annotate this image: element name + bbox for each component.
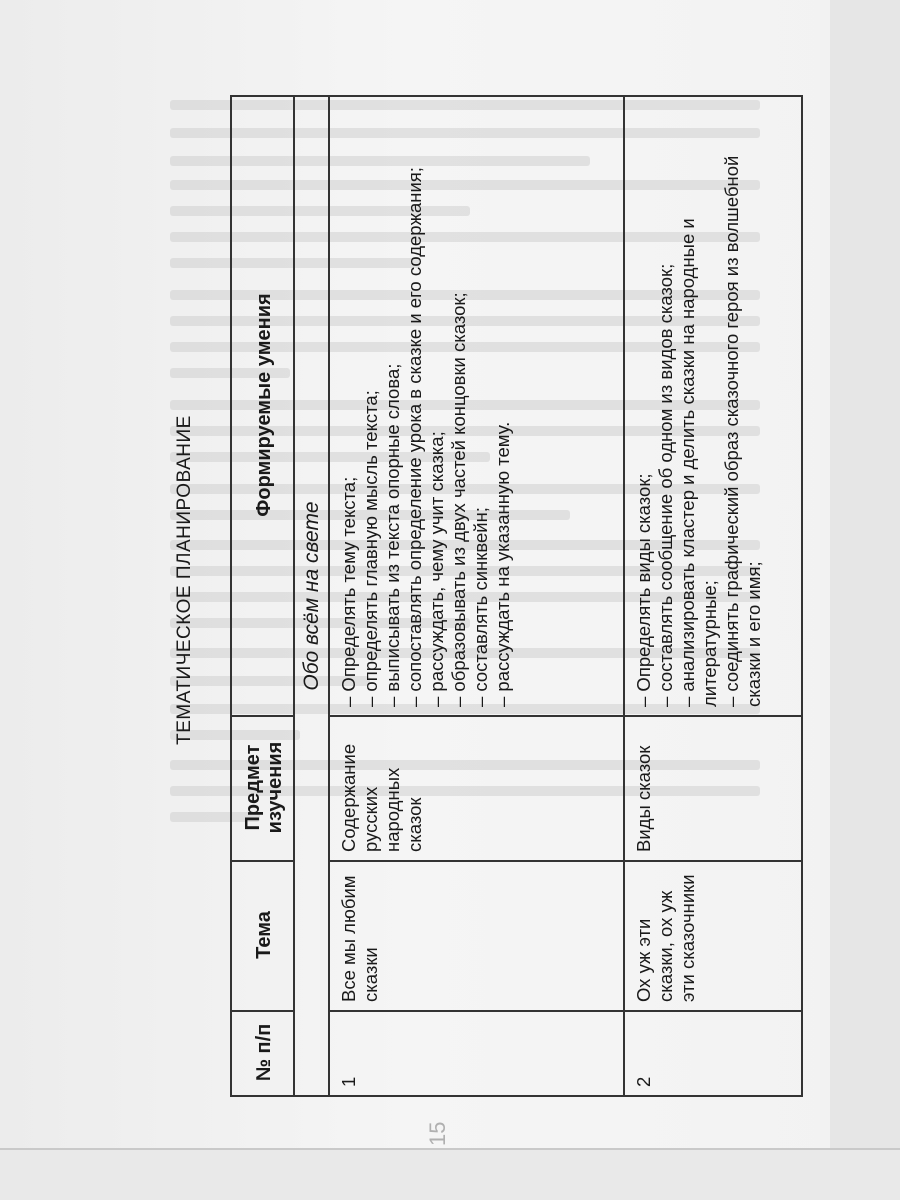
row-topic: Ох уж эти сказки, ох уж эти сказочники <box>624 861 802 1011</box>
header-subject: Предмет изучения <box>231 716 294 861</box>
skill-item: – составлять сообщение об одном из видов сказок; <box>655 263 677 707</box>
table-row <box>329 96 624 1096</box>
row-skills <box>329 96 624 716</box>
row-subject: Виды сказок <box>624 716 802 861</box>
section-title: Обо всём на свете <box>294 96 330 1096</box>
table-row <box>624 96 802 1096</box>
header-skills: Формируемые умения <box>231 96 294 716</box>
skill-item: – составлять синквейн; <box>470 507 492 707</box>
row-skills <box>624 96 802 716</box>
row-number: 2 <box>624 1011 802 1096</box>
skill-item: – образовывать из двух частей концовки сказок; <box>448 292 470 707</box>
row-number: 1 <box>329 1011 624 1096</box>
skill-item: – Определять тему текста; <box>338 476 360 707</box>
page-number: 15 <box>425 1121 450 1146</box>
skill-item: – сопоставлять определение урока в сказке и его содержания; <box>404 167 426 707</box>
page-title: ТЕМАТИЧЕСКОЕ ПЛАНИРОВАНИЕ <box>174 415 195 745</box>
skill-item: – Определять виды сказок; <box>633 473 655 707</box>
skill-item: – анализировать кластер и делить сказки на народные и литературные; <box>677 218 721 707</box>
skill-item: – рассуждать, чему учит сказка; <box>426 431 448 707</box>
table-header-row <box>231 96 294 1096</box>
row-subject: Содержание русских народных сказок <box>329 716 624 861</box>
section-row <box>294 96 330 1096</box>
header-number: № п/п <box>231 1011 294 1096</box>
planning-table <box>230 95 803 1097</box>
skill-item: – соединять графический образ сказочного героя из волшебной сказки и его имя; <box>721 155 765 707</box>
skill-item: – определять главную мысль текста; <box>360 390 382 707</box>
skill-item: – рассуждать на указанную тему. <box>492 421 514 707</box>
header-topic: Тема <box>231 861 294 1011</box>
row-topic: Все мы любим сказки <box>329 861 624 1011</box>
skill-item: – выписывать из текста опорные слова; <box>382 363 404 707</box>
